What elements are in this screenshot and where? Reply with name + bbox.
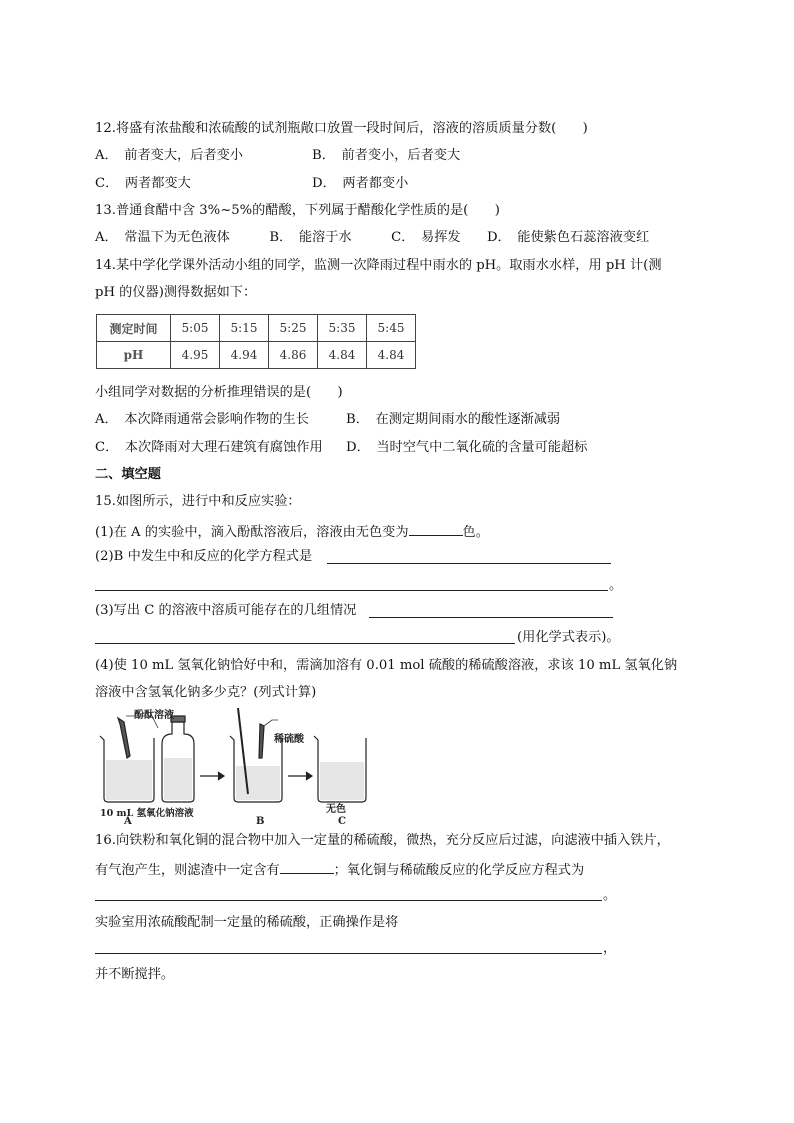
q14-option-c: C． 本次降雨对大理石建筑有腐蚀作用 <box>95 440 323 455</box>
label-colorless: 无色 <box>326 804 346 815</box>
ph-cell: 4.86 <box>269 342 318 369</box>
q12-option-a: A． 前者变大，后者变小 <box>95 148 243 163</box>
q14-option-d: D． 当时空气中二氧化硫的含量可能超标 <box>346 440 588 455</box>
table-row <box>97 342 416 369</box>
q14-question: 小组同学对数据的分析推理错误的是( ) <box>95 385 343 400</box>
q12-option-d: D． 两者都变小 <box>312 176 409 191</box>
q16-line4: 实验室用浓硫酸配制一定量的稀硫酸，正确操作是将 <box>95 915 399 930</box>
table-row <box>97 315 416 342</box>
header-time: 测定时间 <box>97 315 171 342</box>
q12-stem: 12.将盛有浓盐酸和浓硫酸的试剂瓶敞口放置一段时间后，溶液的溶质质量分数( ) <box>95 121 588 136</box>
time-cell: 5:05 <box>171 315 220 342</box>
q14-stem-line2: pH 的仪器)测得数据如下： <box>95 285 257 300</box>
answer-line[interactable] <box>95 590 608 591</box>
label-sulfuric-acid: 稀硫酸 <box>274 734 304 745</box>
answer-line[interactable] <box>327 563 611 564</box>
q15-part3-end: (用化学式表示)。 <box>517 630 620 645</box>
q12-option-c: C． 两者都变大 <box>95 176 191 191</box>
time-cell: 5:25 <box>269 315 318 342</box>
label-naoh: 10 mL 氢氧化钠溶液 <box>100 808 194 819</box>
q14-stem-line1: 14.某中学化学课外活动小组的同学，监测一次降雨过程中雨水的 pH。取雨水水样，用 pH 计(测 <box>95 258 662 273</box>
q12-option-b: B． 前者变小，后者变大 <box>312 148 461 163</box>
label-a: A <box>124 816 132 824</box>
q16-line2-text: 有气泡产生，则滤渣中一定含有 <box>95 863 280 878</box>
q13-stem: 13.普通食醋中含 3%~5%的醋酸，下列属于醋酸化学性质的是( ) <box>95 203 500 218</box>
answer-blank[interactable] <box>280 859 334 874</box>
answer-line[interactable] <box>369 617 613 618</box>
ph-cell: 4.94 <box>220 342 269 369</box>
label-phenolphthalein: 酚酞溶液 <box>134 710 174 721</box>
answer-line[interactable] <box>95 900 602 901</box>
q15-part4-line1: (4)使 10 mL 氢氧化钠恰好中和，需滴加溶有 0.01 mol 硫酸的稀硫酸溶液，求该 10 mL 氢氧化钠 <box>95 658 678 673</box>
q15-part1 <box>95 521 489 542</box>
time-cell: 5:35 <box>318 315 367 342</box>
section-title: 二、填空题 <box>95 467 161 482</box>
q15-part2-end: 。 <box>609 578 623 593</box>
time-cell: 5:15 <box>220 315 269 342</box>
neutralization-figure <box>92 706 392 824</box>
q15-part1-text: (1)在 A 的实验中，滴入酚酞溶液后，溶液由无色变为 <box>95 525 409 540</box>
label-b: B <box>256 816 265 824</box>
q16-line5-end: ， <box>603 941 617 956</box>
ph-cell: 4.95 <box>171 342 220 369</box>
q16-line6: 并不断搅拌。 <box>95 967 175 982</box>
answer-blank[interactable] <box>409 521 463 536</box>
q15-part3: (3)写出 C 的溶液中溶质可能存在的几组情况 <box>95 603 357 618</box>
answer-line[interactable] <box>95 953 602 954</box>
q13-options: A． 常温下为无色液体 B． 能溶于水 C． 易挥发 D． 能使紫色石蕊溶液变红 <box>95 230 650 245</box>
q16-line1: 16.向铁粉和氧化铜的混合物中加入一定量的稀硫酸，微热，充分反应后过滤，向滤液中插入铁片， <box>95 833 670 848</box>
q16-line2 <box>95 859 584 880</box>
q14-option-b: B． 在测定期间雨水的酸性逐渐减弱 <box>346 412 561 427</box>
q15-stem: 15.如图所示，进行中和反应实验： <box>95 494 301 509</box>
q15-part1-suffix: 色。 <box>462 525 489 540</box>
dropper-icon <box>118 718 130 758</box>
ph-data-table <box>96 314 416 369</box>
label-c: C <box>338 816 346 824</box>
q14-option-a: A． 本次降雨通常会影响作物的生长 <box>95 412 309 427</box>
time-cell: 5:45 <box>367 315 416 342</box>
answer-line[interactable] <box>95 643 515 644</box>
q15-part2: (2)B 中发生中和反应的化学方程式是 <box>95 549 313 564</box>
ph-cell: 4.84 <box>367 342 416 369</box>
q16-line2-suffix: ；氧化铜与稀硫酸反应的化学反应方程式为 <box>333 863 585 878</box>
header-ph: pH <box>97 342 171 369</box>
q16-line3-end: 。 <box>603 888 617 903</box>
q15-part4-line2: 溶液中含氢氧化钠多少克？(列式计算) <box>95 685 317 700</box>
ph-cell: 4.84 <box>318 342 367 369</box>
